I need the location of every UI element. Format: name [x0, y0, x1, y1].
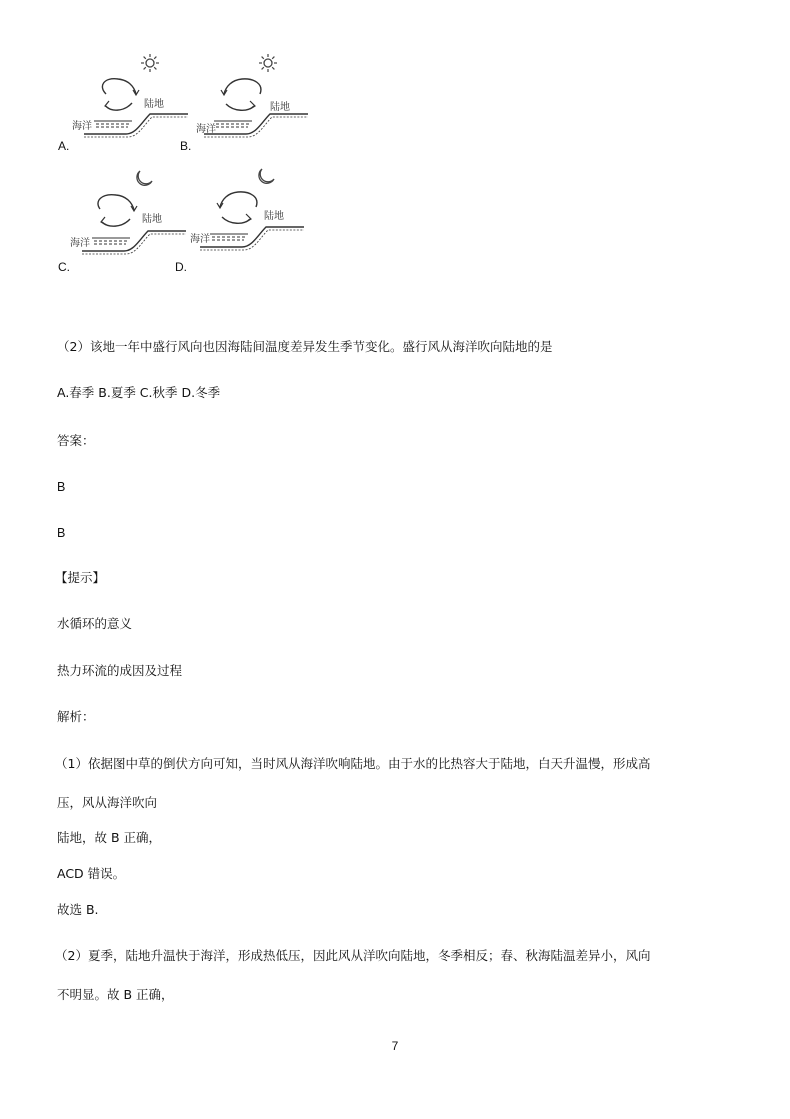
circulation-arrows-icon — [221, 79, 261, 110]
hint-item-2: 热力环流的成因及过程 — [57, 663, 183, 678]
moon-icon — [259, 169, 274, 183]
ocean-label: 海洋 — [72, 121, 92, 132]
analysis-line-5: 故选 B. — [57, 902, 99, 917]
question-2-stem: （2）该地一年中盛行风向也因海陆间温度差异发生季节变化。盛行风从海洋吹向陆地的是 — [57, 339, 553, 354]
analysis-line-4: ACD 错误。 — [57, 866, 126, 881]
analysis-line-1: （1）依据图中草的倒伏方向可知，当时风从海洋吹响陆地。由于水的比热容大于陆地，白天升温慢，形成高 — [55, 756, 651, 771]
moon-icon — [137, 171, 152, 185]
analysis-label: 解析： — [57, 709, 95, 724]
land-label: 陆地 — [144, 99, 164, 110]
page-number: 7 — [391, 1039, 399, 1053]
diagram-a — [70, 50, 190, 146]
land-label: 陆地 — [142, 214, 162, 225]
option-c-label: C. — [58, 260, 70, 274]
diagram-b — [190, 50, 310, 146]
ocean-label: 海洋 — [190, 234, 210, 245]
land-label: 陆地 — [270, 102, 290, 113]
option-d-label: D. — [175, 260, 187, 274]
circulation-arrows-icon — [102, 79, 139, 110]
land-label: 陆地 — [264, 211, 284, 222]
ocean-label: 海洋 — [196, 124, 216, 135]
hint-label: 【提示】 — [55, 570, 106, 585]
answer-value-1: B — [57, 480, 66, 494]
analysis-line-2: 压，风从海洋吹向 — [57, 795, 158, 810]
analysis-line-6: （2）夏季，陆地升温快于海洋，形成热低压，因此风从洋吹向陆地，冬季相反；春、秋海陆温差异小，风向 — [55, 948, 651, 963]
answer-label: 答案： — [57, 433, 95, 448]
diagram-d — [186, 165, 306, 261]
hint-item-1: 水循环的意义 — [57, 616, 133, 631]
question-2-choices: A.春季 B.夏季 C.秋季 D.冬季 — [57, 385, 221, 400]
analysis-line-7: 不明显。故 B 正确， — [57, 987, 174, 1002]
option-a-label: A. — [58, 139, 70, 153]
sun-icon — [259, 54, 277, 72]
answer-value-2: B — [57, 526, 66, 540]
ocean-label: 海洋 — [70, 238, 90, 249]
sun-icon — [141, 54, 159, 72]
analysis-line-3: 陆地，故 B 正确， — [57, 830, 162, 845]
circulation-arrows-icon — [98, 195, 137, 226]
coastline-icon — [200, 227, 304, 250]
circulation-arrows-icon — [217, 192, 257, 223]
diagram-c — [68, 165, 188, 261]
coastline-icon — [84, 114, 188, 137]
coastline-icon — [82, 231, 186, 254]
coastline-icon — [204, 114, 308, 137]
option-b-label: B. — [180, 139, 192, 153]
